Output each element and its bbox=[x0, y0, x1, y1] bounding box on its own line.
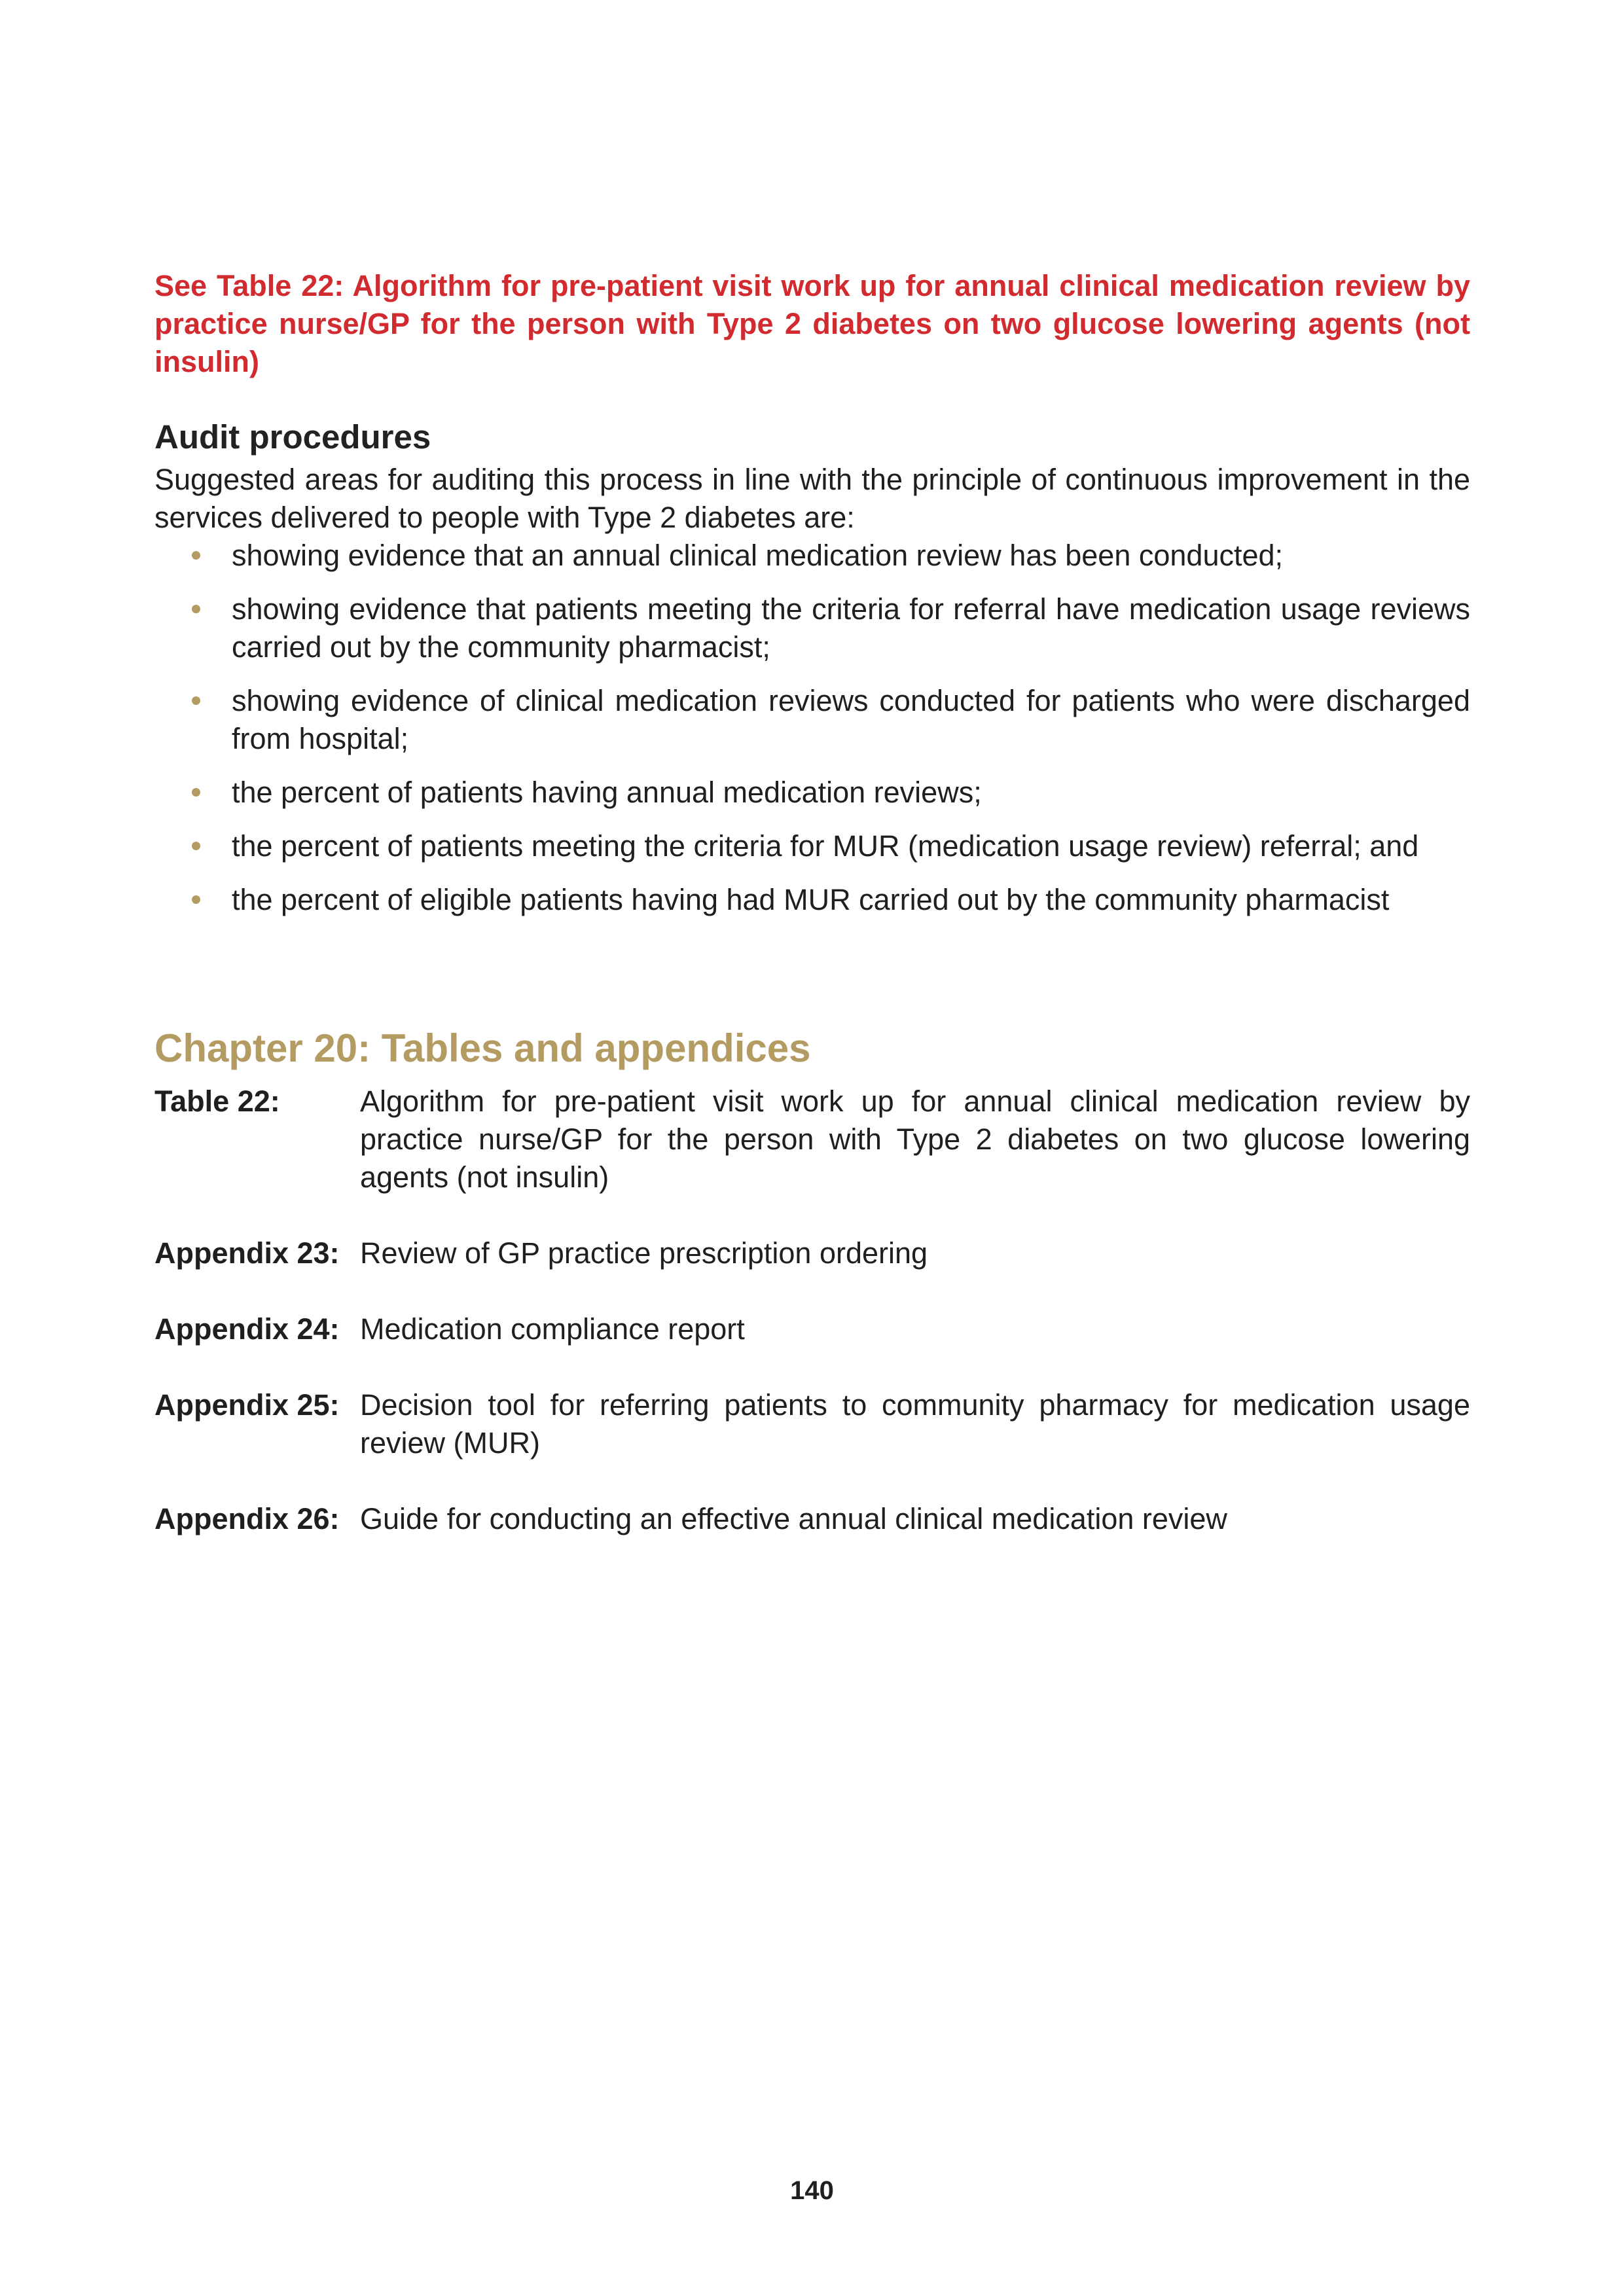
bullet-text: showing evidence that an annual clinical medication review has been conducted; bbox=[232, 539, 1284, 572]
toc-text: Medication compliance report bbox=[360, 1312, 745, 1346]
toc-row-appendix-25 bbox=[154, 1386, 1470, 1462]
toc-text: Decision tool for referring patients to community pharmacy for medication usage review (MUR) bbox=[360, 1388, 1470, 1460]
bullet-dot-icon bbox=[192, 696, 200, 705]
toc-label: Table 22: bbox=[154, 1085, 280, 1118]
tables-appendices-list bbox=[154, 1083, 1470, 1538]
list-item bbox=[154, 774, 1470, 812]
toc-label: Appendix 24: bbox=[154, 1312, 340, 1346]
page-content bbox=[154, 267, 1470, 1576]
chapter-heading: Chapter 20: Tables and appendices bbox=[154, 1026, 811, 1070]
list-item bbox=[154, 881, 1470, 919]
toc-row-appendix-24 bbox=[154, 1310, 1470, 1348]
page-number: 140 bbox=[790, 2176, 834, 2205]
toc-row-table-22 bbox=[154, 1083, 1470, 1196]
bullet-dot-icon bbox=[192, 788, 200, 797]
bullet-text: the percent of eligible patients having had MUR carried out by the community pharmacist bbox=[232, 883, 1390, 916]
toc-text: Algorithm for pre-patient visit work up for annual clinical medication review by practice nurse/GP for the person with Type 2 diabetes on two glucose lowering agents (not insulin) bbox=[360, 1085, 1470, 1194]
toc-label: Appendix 25: bbox=[154, 1388, 340, 1422]
toc-label: Appendix 23: bbox=[154, 1236, 340, 1270]
toc-label: Appendix 26: bbox=[154, 1502, 340, 1535]
bullet-dot-icon bbox=[192, 842, 200, 850]
list-item bbox=[154, 537, 1470, 575]
bullet-dot-icon bbox=[192, 605, 200, 613]
bullet-text: the percent of patients meeting the criteria for MUR (medication usage review) referral; and bbox=[232, 829, 1419, 863]
audit-intro: Suggested areas for auditing this process in line with the principle of continuous improvement in the services delivered to people with Type 2 diabetes are: bbox=[154, 463, 1470, 534]
list-item bbox=[154, 827, 1470, 865]
list-item bbox=[154, 590, 1470, 666]
toc-row-appendix-26 bbox=[154, 1500, 1470, 1538]
bullet-dot-icon bbox=[192, 895, 200, 904]
toc-row-appendix-23 bbox=[154, 1234, 1470, 1272]
bullet-text: showing evidence that patients meeting the criteria for referral have medication usage reviews carried out by the community pharmacist; bbox=[232, 592, 1470, 664]
list-item bbox=[154, 682, 1470, 758]
toc-text: Review of GP practice prescription ordering bbox=[360, 1236, 928, 1270]
see-table-reference: See Table 22: Algorithm for pre-patient visit work up for annual clinical medication review by practice nurse/GP for the person with Type 2 diabetes on two glucose lowering agents (not insulin) bbox=[154, 269, 1470, 378]
audit-procedures-heading: Audit procedures bbox=[154, 418, 431, 456]
bullet-text: the percent of patients having annual medication reviews; bbox=[232, 776, 982, 809]
toc-text: Guide for conducting an effective annual clinical medication review bbox=[360, 1502, 1227, 1535]
bullet-dot-icon bbox=[192, 551, 200, 560]
bullet-text: showing evidence of clinical medication reviews conducted for patients who were discharged from hospital; bbox=[232, 684, 1470, 755]
audit-bullet-list bbox=[154, 537, 1470, 919]
